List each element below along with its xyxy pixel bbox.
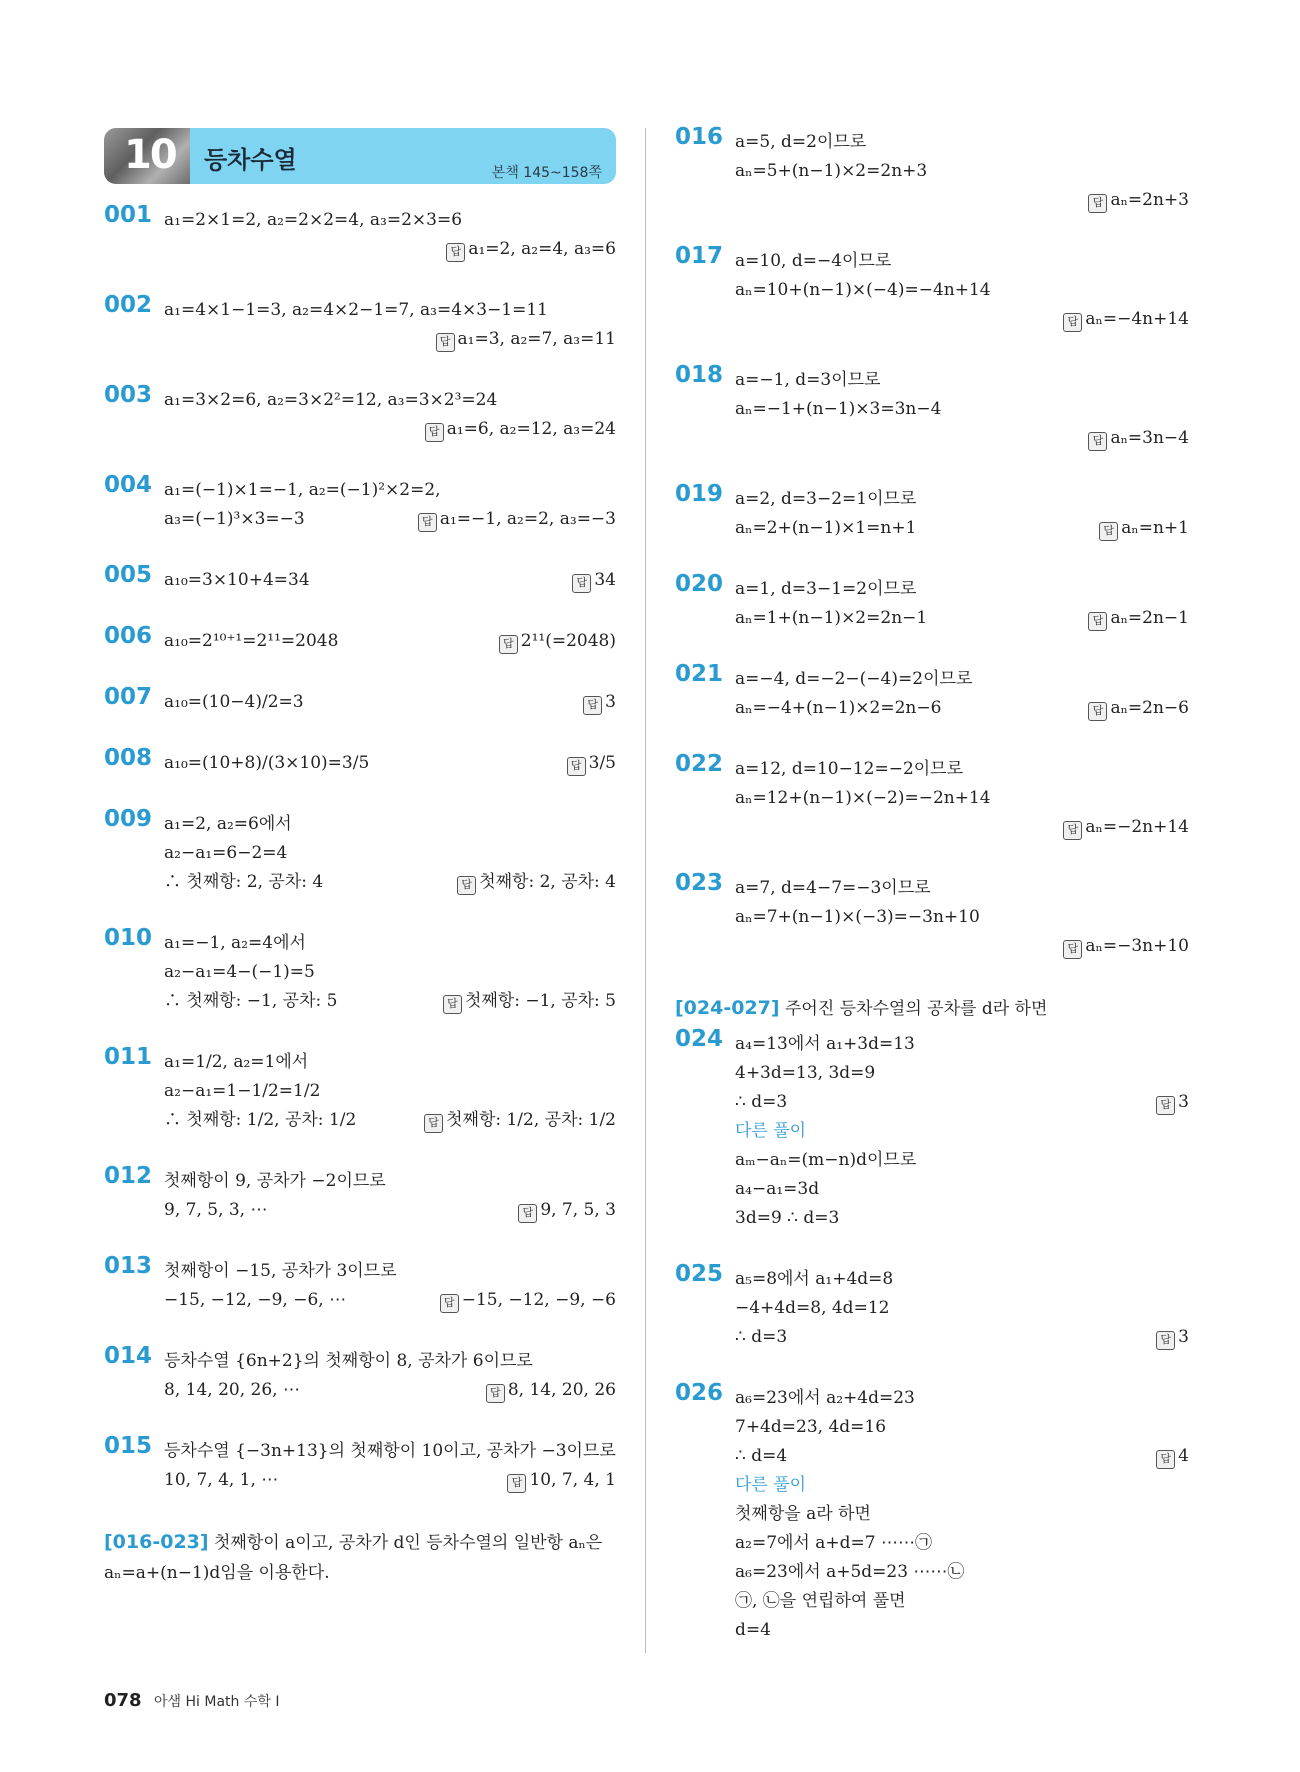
- answer-mark-icon: 답: [486, 1384, 505, 1403]
- answer: 답 a₁=6, a₂=12, a₃=24: [425, 419, 616, 439]
- solution-final-row: [164, 1196, 616, 1225]
- chapter-reference: 본책 145~158쪽: [491, 165, 602, 181]
- problem-number: 020: [675, 571, 724, 597]
- answer-mark-icon: 답: [499, 635, 518, 654]
- solution-line: ∴ 첫째항: −1, 공차: 5: [164, 991, 338, 1011]
- problem-body: [164, 206, 616, 264]
- problem-004: [104, 472, 616, 534]
- answer-row: [164, 235, 616, 264]
- answer: 답 34: [572, 566, 616, 595]
- problem-023: [675, 870, 1189, 961]
- answer-mark-icon: 답: [1063, 821, 1082, 840]
- answer-mark-icon: 답: [1156, 1450, 1175, 1469]
- answer: 답 aₙ=3n−4: [1088, 428, 1189, 448]
- problem-body: [164, 627, 616, 656]
- answer-row: [735, 813, 1189, 842]
- answer-mark-icon: 답: [1063, 940, 1082, 959]
- chapter-title: 등차수열: [204, 146, 297, 174]
- solution-line: a=5, d=2이므로: [735, 132, 867, 152]
- solution-line: a₂−a₁=1−1/2=1/2: [164, 1081, 321, 1101]
- answer-mark-icon: 답: [583, 696, 602, 715]
- answer: 답 3: [1156, 1088, 1189, 1117]
- answer: 답 2¹¹(=2048): [499, 627, 616, 656]
- problem-body: [164, 1048, 616, 1135]
- solution-line: a₁₀=3×10+4=34: [164, 570, 310, 590]
- problem-014: [104, 1343, 616, 1405]
- problem-body: [164, 476, 616, 534]
- solution-line: a₁=3×2=6, a₂=3×2²=12, a₃=3×2³=24: [164, 390, 498, 410]
- problem-022: [675, 751, 1189, 842]
- solution-final-row: [164, 688, 616, 717]
- alternative-solution-line: ㉠, ㉡을 연립하여 풀면: [735, 1591, 906, 1611]
- problem-body: [164, 1167, 616, 1225]
- solution-final-row: [735, 604, 1189, 633]
- solution-line: ∴ 첫째항: 2, 공차: 4: [164, 872, 324, 892]
- problem-010: [104, 925, 616, 1016]
- solution-line: a₁=2, a₂=6에서: [164, 814, 292, 834]
- section-tag: [024-027]: [675, 997, 780, 1019]
- alternative-solution-line: aₘ−aₙ=(m−n)d이므로: [735, 1150, 917, 1170]
- answer-row: [164, 415, 616, 444]
- solution-line: a₃=(−1)³×3=−3: [164, 509, 305, 529]
- problem-body: [164, 1437, 616, 1495]
- answer-mark-icon: 답: [424, 1114, 443, 1133]
- book-title: 아샘 Hi Math 수학 Ⅰ: [154, 1694, 280, 1710]
- problem-006: [104, 623, 616, 656]
- solution-line: aₙ=10+(n−1)×(−4)=−4n+14: [735, 280, 991, 300]
- answer: 답 첫째항: −1, 공차: 5: [443, 987, 616, 1016]
- answer-mark-icon: 답: [418, 513, 437, 532]
- problem-body: [735, 1265, 1189, 1352]
- solution-final-row: [164, 749, 616, 778]
- problem-003: [104, 382, 616, 444]
- chapter-number: 10: [124, 132, 176, 178]
- answer: 답 4: [1156, 1442, 1189, 1471]
- problem-020: [675, 571, 1189, 633]
- solution-final-row: [735, 1323, 1189, 1352]
- solution-line: a₁=2×1=2, a₂=2×2=4, a₃=2×3=6: [164, 210, 463, 230]
- alternative-solution-line: a₄−a₁=3d: [735, 1179, 820, 1199]
- answer-mark-icon: 답: [1063, 313, 1082, 332]
- answer-mark-icon: 답: [440, 1294, 459, 1313]
- answer: 답 aₙ=−2n+14: [1063, 817, 1189, 837]
- solution-line: a₁=1/2, a₂=1에서: [164, 1052, 309, 1072]
- left-problem-list: [104, 202, 616, 1495]
- answer: 답 3: [583, 688, 616, 717]
- problem-001: [104, 202, 616, 264]
- solution-line: a₁₀=2¹⁰⁺¹=2¹¹=2048: [164, 631, 339, 651]
- answer-mark-icon: 답: [457, 876, 476, 895]
- problem-017: [675, 243, 1189, 334]
- solution-final-row: [735, 514, 1189, 543]
- problem-body: [164, 929, 616, 1016]
- solution-line: ∴ d=4: [735, 1446, 788, 1466]
- section-024-027: [675, 993, 1189, 1024]
- answer-mark-icon: 답: [567, 757, 586, 776]
- answer: 답 aₙ=−3n+10: [1063, 936, 1189, 956]
- answer: 답 첫째항: 1/2, 공차: 1/2: [424, 1106, 616, 1135]
- answer: 답 aₙ=2n+3: [1088, 190, 1189, 210]
- solution-final-row: [735, 694, 1189, 723]
- solution-line: ∴ 첫째항: 1/2, 공차: 1/2: [164, 1110, 357, 1130]
- solution-line: a=2, d=3−2=1이므로: [735, 489, 917, 509]
- solution-line: a₂−a₁=4−(−1)=5: [164, 962, 315, 982]
- solution-final-row: [164, 1286, 616, 1315]
- answer-mark-icon: 답: [436, 333, 455, 352]
- solution-final-row: [735, 1088, 1189, 1117]
- answer: 답 aₙ=2n−1: [1088, 604, 1189, 633]
- answer: 답 aₙ=−4n+14: [1063, 309, 1189, 329]
- problem-number: 006: [104, 623, 153, 649]
- problem-009: [104, 806, 616, 897]
- answer-mark-icon: 답: [1099, 522, 1118, 541]
- answer-mark-icon: 답: [1156, 1331, 1175, 1350]
- solution-line: a₁₀=(10+8)/(3×10)=3/5: [164, 753, 370, 773]
- solution-line: ∴ d=3: [735, 1327, 788, 1347]
- problem-015: [104, 1433, 616, 1495]
- section-text: 주어진 등차수열의 공차를 d라 하면: [784, 999, 1048, 1019]
- solution-line: a=−1, d=3이므로: [735, 370, 881, 390]
- problem-number: 021: [675, 661, 724, 687]
- left-column: [104, 128, 616, 1618]
- solution-line: aₙ=7+(n−1)×(−3)=−3n+10: [735, 907, 980, 927]
- problem-body: [735, 128, 1189, 215]
- problem-body: [735, 247, 1189, 334]
- solution-final-row: [164, 1106, 616, 1135]
- answer-mark-icon: 답: [518, 1204, 537, 1223]
- solution-line: 8, 14, 20, 26, ⋯: [164, 1380, 300, 1400]
- problem-body: [735, 1384, 1189, 1645]
- alternative-solution-label: 다른 풀이: [735, 1475, 807, 1495]
- alternative-solution-line: 3d=9 ∴ d=3: [735, 1208, 840, 1228]
- alternative-solution-line: 첫째항을 a라 하면: [735, 1504, 871, 1524]
- chapter-header: [104, 128, 616, 184]
- solution-final-row: [164, 1376, 616, 1405]
- section-text: 첫째항이 a이고, 공차가 d인 등차수열의 일반항 aₙ은: [213, 1533, 603, 1553]
- solution-line: a₆=23에서 a₂+4d=23: [735, 1388, 915, 1408]
- problem-016: [675, 124, 1189, 215]
- problem-021: [675, 661, 1189, 723]
- problem-number: 001: [104, 202, 153, 228]
- problem-012: [104, 1163, 616, 1225]
- problem-number: 004: [104, 472, 153, 498]
- solution-final-row: [164, 987, 616, 1016]
- section-016-023: [104, 1527, 616, 1588]
- answer-mark-icon: 답: [446, 243, 465, 262]
- answer: 답 9, 7, 5, 3: [518, 1196, 616, 1225]
- problem-body: [164, 1347, 616, 1405]
- answer: 답 aₙ=2n−6: [1088, 694, 1189, 723]
- problem-body: [164, 1257, 616, 1315]
- problem-number: 009: [104, 806, 153, 832]
- alternative-solution-line: d=4: [735, 1620, 771, 1640]
- solution-line: −15, −12, −9, −6, ⋯: [164, 1290, 347, 1310]
- answer: 답 a₁=2, a₂=4, a₃=6: [446, 239, 616, 259]
- solution-line: a₁=(−1)×1=−1, a₂=(−1)²×2=2,: [164, 480, 441, 500]
- problem-number: 023: [675, 870, 724, 896]
- solution-final-row: [164, 627, 616, 656]
- problem-body: [164, 386, 616, 444]
- solution-final-row: [164, 868, 616, 897]
- problem-number: 018: [675, 362, 724, 388]
- solution-final-row: [735, 1442, 1189, 1471]
- answer: 답 10, 7, 4, 1: [507, 1466, 616, 1495]
- right-column: [675, 124, 1189, 1677]
- answer-row: [735, 186, 1189, 215]
- solution-final-row: [164, 505, 616, 534]
- problem-body: [164, 688, 616, 717]
- answer-row: [735, 424, 1189, 453]
- problem-body: [735, 1030, 1189, 1233]
- problem-body: [164, 296, 616, 354]
- solution-line: 등차수열 {−3n+13}의 첫째항이 10이고, 공차가 −3이므로: [164, 1441, 616, 1461]
- answer-mark-icon: 답: [1088, 432, 1107, 451]
- answer-mark-icon: 답: [425, 423, 444, 442]
- solution-line: a=7, d=4−7=−3이므로: [735, 878, 931, 898]
- alternative-solution-line: a₂=7에서 a+d=7 ⋯⋯㉠: [735, 1533, 932, 1553]
- answer: 답 a₁=−1, a₂=2, a₃=−3: [418, 505, 616, 534]
- problem-number: 022: [675, 751, 724, 777]
- problem-body: [735, 665, 1189, 723]
- column-divider: [645, 128, 646, 1653]
- solution-line: a₄=13에서 a₁+3d=13: [735, 1034, 915, 1054]
- answer-mark-icon: 답: [1088, 612, 1107, 631]
- section-tag: [016-023]: [104, 1531, 209, 1553]
- problem-026: [675, 1380, 1189, 1645]
- solution-line: a₁=−1, a₂=4에서: [164, 933, 306, 953]
- problem-number: 007: [104, 684, 153, 710]
- problem-number: 010: [104, 925, 153, 951]
- problem-body: [164, 810, 616, 897]
- problem-number: 015: [104, 1433, 153, 1459]
- problem-body: [735, 755, 1189, 842]
- right-problem-list-2: [675, 1026, 1189, 1645]
- problem-number: 003: [104, 382, 153, 408]
- problem-002: [104, 292, 616, 354]
- answer-mark-icon: 답: [1088, 702, 1107, 721]
- solution-line: 10, 7, 4, 1, ⋯: [164, 1470, 279, 1490]
- problem-025: [675, 1261, 1189, 1352]
- solution-line: a₂−a₁=6−2=4: [164, 843, 288, 863]
- solution-line: a=−4, d=−2−(−4)=2이므로: [735, 669, 973, 689]
- problem-number: 008: [104, 745, 153, 771]
- solution-line: aₙ=−1+(n−1)×3=3n−4: [735, 399, 942, 419]
- problem-body: [735, 366, 1189, 453]
- solution-line: 4+3d=13, 3d=9: [735, 1063, 876, 1083]
- answer: 답 aₙ=n+1: [1099, 514, 1189, 543]
- answer-mark-icon: 답: [572, 574, 591, 593]
- problem-number: 012: [104, 1163, 153, 1189]
- problem-008: [104, 745, 616, 778]
- solution-line: a₁=4×1−1=3, a₂=4×2−1=7, a₃=4×3−1=11: [164, 300, 549, 320]
- problem-number: 025: [675, 1261, 724, 1287]
- solution-line: aₙ=1+(n−1)×2=2n−1: [735, 608, 928, 628]
- answer: 답 a₁=3, a₂=7, a₃=11: [436, 329, 616, 349]
- solution-line: aₙ=−4+(n−1)×2=2n−6: [735, 698, 942, 718]
- answer-mark-icon: 답: [507, 1474, 526, 1493]
- solution-line: a=12, d=10−12=−2이므로: [735, 759, 964, 779]
- problem-body: [735, 485, 1189, 543]
- problem-number: 002: [104, 292, 153, 318]
- answer-mark-icon: 답: [443, 995, 462, 1014]
- right-problem-list: [675, 124, 1189, 961]
- answer: 답 −15, −12, −9, −6: [440, 1286, 616, 1315]
- answer: 답 3: [1156, 1323, 1189, 1352]
- page-footer: [104, 1690, 280, 1711]
- problem-number: 016: [675, 124, 724, 150]
- problem-024: [675, 1026, 1189, 1233]
- problem-number: 017: [675, 243, 724, 269]
- solution-line: a=10, d=−4이므로: [735, 251, 892, 271]
- answer-mark-icon: 답: [1156, 1096, 1175, 1115]
- problem-number: 024: [675, 1026, 724, 1052]
- problem-number: 011: [104, 1044, 153, 1070]
- solution-line: 7+4d=23, 4d=16: [735, 1417, 887, 1437]
- answer: 답 8, 14, 20, 26: [486, 1376, 616, 1405]
- problem-number: 013: [104, 1253, 153, 1279]
- solution-line: 첫째항이 −15, 공차가 3이므로: [164, 1261, 397, 1281]
- problem-body: [735, 575, 1189, 633]
- problem-body: [735, 874, 1189, 961]
- problem-number: 005: [104, 562, 153, 588]
- answer-row: [735, 932, 1189, 961]
- problem-body: [164, 566, 616, 595]
- problem-number: 014: [104, 1343, 153, 1369]
- answer: 답 첫째항: 2, 공차: 4: [457, 868, 616, 897]
- section-text-2: aₙ=a+(n−1)d임을 이용한다.: [104, 1563, 330, 1583]
- solution-line: a₁₀=(10−4)/2=3: [164, 692, 304, 712]
- answer: 답 3/5: [567, 749, 616, 778]
- alternative-solution-line: a₆=23에서 a+5d=23 ⋯⋯㉡: [735, 1562, 965, 1582]
- alternative-solution-label: 다른 풀이: [735, 1121, 807, 1141]
- problem-007: [104, 684, 616, 717]
- answer-row: [164, 325, 616, 354]
- answer-mark-icon: 답: [1088, 194, 1107, 213]
- solution-line: 첫째항이 9, 공차가 −2이므로: [164, 1171, 386, 1191]
- solution-line: ∴ d=3: [735, 1092, 788, 1112]
- solution-line: a₅=8에서 a₁+4d=8: [735, 1269, 894, 1289]
- answer-row: [735, 305, 1189, 334]
- solution-line: −4+4d=8, 4d=12: [735, 1298, 890, 1318]
- problem-body: [164, 749, 616, 778]
- solution-final-row: [164, 566, 616, 595]
- problem-number: 026: [675, 1380, 724, 1406]
- solution-final-row: [164, 1466, 616, 1495]
- problem-005: [104, 562, 616, 595]
- solution-line: aₙ=2+(n−1)×1=n+1: [735, 518, 917, 538]
- solution-line: aₙ=12+(n−1)×(−2)=−2n+14: [735, 788, 991, 808]
- problem-number: 019: [675, 481, 724, 507]
- solution-line: a=1, d=3−1=2이므로: [735, 579, 917, 599]
- page-number: 078: [104, 1690, 142, 1711]
- solution-line: 9, 7, 5, 3, ⋯: [164, 1200, 268, 1220]
- problem-013: [104, 1253, 616, 1315]
- problem-019: [675, 481, 1189, 543]
- solution-line: 등차수열 {6n+2}의 첫째항이 8, 공차가 6이므로: [164, 1351, 533, 1371]
- problem-018: [675, 362, 1189, 453]
- problem-011: [104, 1044, 616, 1135]
- solution-line: aₙ=5+(n−1)×2=2n+3: [735, 161, 928, 181]
